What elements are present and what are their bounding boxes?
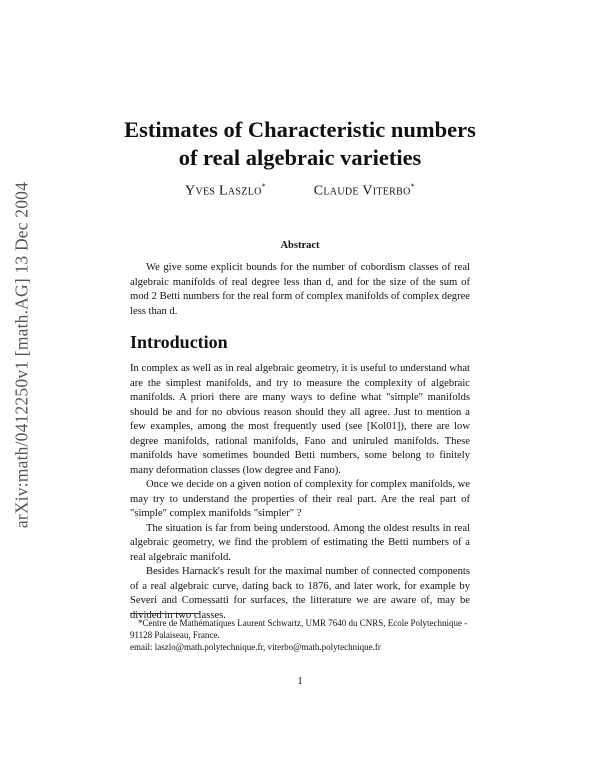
footnote-rule (130, 613, 200, 614)
abstract-heading: Abstract (280, 240, 320, 251)
section-heading: Introduction (130, 332, 228, 352)
arxiv-identifier-text: arXiv:math/0412250v1 [math.AG] 13 Dec 2004 (11, 181, 32, 529)
paper-title-line-1: Estimates of Characteristic numbers (124, 117, 476, 142)
paragraph-1: In complex as well as in real algebraic geometry, it is useful to understand what are the simplest manifolds, and try to measure the complexity of algebraic manifolds. A priori there are many ways to define what "simple" manifolds should be and for no obvious reason should they all agree. Just to mention a few examples, among the most frequently used (see [Kol01]), there are low degree manifolds, rational manifolds, Fano and uniruled manifolds. These manifolds have sometimes bounded Betti numbers, some belong to finitely many deformation classes (low degree and Fano). (130, 363, 470, 476)
author-list (0, 182, 600, 200)
paragraph-4: Besides Harnack's result for the maximal number of connected components of a real algebraic curve, dating back to 1876, and later work, for example by Severi and Comessatti for surfaces, the litterature we are aware of, may be divided in two classes. (130, 566, 470, 621)
section-body (130, 362, 470, 623)
author-1 (185, 182, 266, 200)
author-1-footnote-mark: * (261, 182, 266, 191)
author-2-footnote-mark: * (410, 182, 415, 191)
abstract-text: We give some explicit bounds for the number of cobordism classes of real algebraic manifolds of real degree less than d, and for the size of the sum of mod 2 Betti numbers for the real form of complex manifolds of complex degree less than d. (130, 262, 470, 317)
author-1-name: Yves Laszlo (185, 183, 262, 199)
paper-title-line-2: of real algebraic varieties (178, 145, 422, 170)
footnote-email: email: laszlo@math.polytechnique.fr, viterbo@math.polytechnique.fr (130, 642, 381, 652)
footnote (130, 617, 470, 653)
paragraph-2: Once we decide on a given notion of complexity for complex manifolds, we may try to understand the properties of their real part. Are the real part of "simple" complex manifolds "simpler" ? (130, 479, 470, 519)
author-2 (314, 182, 415, 200)
arxiv-identifier (12, 160, 32, 550)
page-number: 1 (297, 676, 303, 687)
paragraph-3: The situation is far from being understood. Among the oldest results in real algebraic geometry, we find the problem of estimating the Betti numbers of a real algebraic manifold. (130, 522, 470, 563)
author-2-name: Claude Viterbo (313, 183, 411, 199)
footnote-affiliation: *Centre de Mathématiques Laurent Schwartz, UMR 7640 du CNRS, Ecole Polytechnique - 91128 Palaiseau, France. (130, 618, 468, 640)
